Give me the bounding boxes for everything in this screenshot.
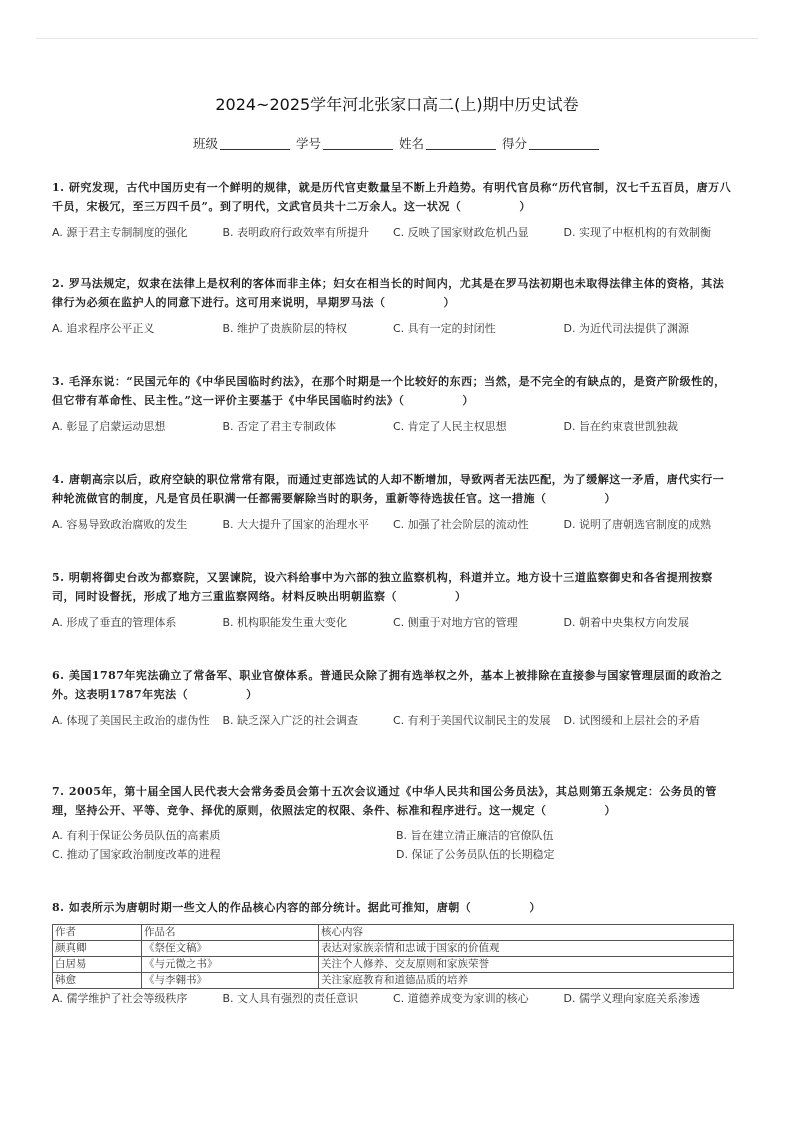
student-info-line bbox=[0, 134, 794, 152]
option-d[interactable]: D. 说明了唐朝选官制度的成熟 bbox=[563, 518, 711, 531]
options bbox=[52, 516, 734, 533]
option-b[interactable]: B. 文人具有强烈的责任意识 bbox=[222, 992, 359, 1005]
option-c[interactable]: C. 有利于美国代议制民主的发展 bbox=[393, 714, 551, 727]
option-d[interactable]: D. 旨在约束袁世凯独裁 bbox=[563, 420, 678, 433]
option-a[interactable]: A. 追求程序公平正义 bbox=[52, 322, 155, 335]
option-c[interactable]: C. 侧重于对地方官的管理 bbox=[393, 616, 518, 629]
option-c[interactable]: C. 推动了国家政治制度改革的进程 bbox=[52, 848, 221, 861]
header-rule bbox=[36, 38, 758, 39]
option-a[interactable]: A. 形成了垂直的管理体系 bbox=[52, 616, 177, 629]
info-label-class: 班级 bbox=[192, 136, 218, 151]
option-a[interactable]: A. 体现了美国民主政治的虚伪性 bbox=[52, 714, 210, 727]
option-b[interactable]: B. 表明政府行政效率有所提升 bbox=[222, 226, 370, 239]
table-row bbox=[53, 941, 734, 957]
option-d[interactable]: D. 朝着中央集权方向发展 bbox=[563, 616, 689, 629]
question-stem: 7. 2005年，第十届全国人民代表大会常务委员会第十五次会议通过《中华人民共和国公务员法》，其总则第五条规定：公务员的管理，坚持公开、平等、竞争、择优的原则，依照法定的权限、条件、标准和程序进行。这一规定（ ） bbox=[52, 785, 717, 817]
option-b[interactable]: B. 缺乏深入广泛的社会调查 bbox=[222, 714, 359, 727]
question-7 bbox=[52, 782, 734, 864]
table-cell: 《祭侄文稿》 bbox=[142, 941, 319, 957]
option-a[interactable]: A. 彰显了启蒙运动思想 bbox=[52, 420, 166, 433]
option-b[interactable]: B. 旨在建立清正廉洁的官僚队伍 bbox=[396, 829, 554, 842]
question-1 bbox=[52, 178, 734, 241]
option-b[interactable]: B. 维护了贵族阶层的特权 bbox=[222, 322, 348, 335]
question-8 bbox=[52, 898, 734, 1007]
table-header-row bbox=[53, 925, 734, 941]
question-stem: 4. 唐朝高宗以后，政府空缺的职位常常有限，而通过吏部选试的人却不断增加，导致两者无法匹配，为了缓解这一矛盾，唐代实行一种轮流做官的制度，凡是官员任职满一任都需要解除当时的职务，重新等待选拔任官。这一措施（ ） bbox=[52, 473, 725, 505]
option-d[interactable]: D. 试图缓和上层社会的矛盾 bbox=[563, 714, 700, 727]
table-cell: 《与李翱书》 bbox=[142, 973, 319, 989]
options bbox=[52, 224, 734, 241]
option-d[interactable]: D. 为近代司法提供了渊源 bbox=[563, 322, 689, 335]
option-c[interactable]: C. 加强了社会阶层的流动性 bbox=[393, 518, 529, 531]
question-2 bbox=[52, 274, 734, 337]
option-c[interactable]: C. 具有一定的封闭性 bbox=[393, 322, 496, 335]
option-d[interactable]: D. 实现了中枢机构的有效制衡 bbox=[563, 226, 711, 239]
table-cell: 《与元微之书》 bbox=[142, 957, 319, 973]
question-stem: 6. 美国1787年宪法确立了常备军、职业官僚体系。普通民众除了拥有选举权之外，基本上被排除在直接参与国家管理层面的政治之外。这表明1787年宪法（ ） bbox=[52, 669, 723, 701]
question-4 bbox=[52, 470, 734, 533]
table-header-cell: 作品名 bbox=[142, 925, 319, 941]
option-a[interactable]: A. 有利于保证公务员队伍的高素质 bbox=[52, 829, 221, 842]
options bbox=[52, 712, 734, 729]
question-stem: 1. 研究发现，古代中国历史有一个鲜明的规律，就是历代官吏数量呈不断上升趋势。有明代官员称“历代官制，汉七千五百员，唐万八千员，宋极冗，至三万四千员”。到了明代，文武官员共十二万余人。这一状况（ ） bbox=[52, 181, 732, 213]
option-a[interactable]: A. 容易导致政治腐败的发生 bbox=[52, 518, 188, 531]
options bbox=[52, 614, 734, 631]
works-table bbox=[52, 924, 734, 989]
number-blank[interactable] bbox=[323, 137, 393, 150]
page-title: 2024~2025学年河北张家口高二(上)期中历史试卷 bbox=[215, 95, 579, 114]
option-c[interactable]: C. 肯定了人民主权思想 bbox=[393, 420, 507, 433]
question-stem: 8. 如表所示为唐朝时期一些文人的作品核心内容的部分统计。据此可推知，唐朝（ ） bbox=[52, 901, 541, 914]
table-header-cell: 核心内容 bbox=[319, 925, 734, 941]
question-5 bbox=[52, 568, 734, 631]
options bbox=[52, 826, 734, 864]
option-a[interactable]: A. 源于君主专制制度的强化 bbox=[52, 226, 188, 239]
table-row bbox=[53, 957, 734, 973]
options bbox=[52, 418, 734, 435]
class-blank[interactable] bbox=[220, 137, 290, 150]
option-a[interactable]: A. 儒学维护了社会等级秩序 bbox=[52, 992, 188, 1005]
table-cell: 关注家庭教育和道德品质的培养 bbox=[319, 973, 734, 989]
options bbox=[52, 990, 734, 1007]
question-stem: 5. 明朝将御史台改为都察院，又罢谏院，设六科给事中为六部的独立监察机构，科道并立。地方设十三道监察御史和各省提刑按察司，同时设督抚，形成了地方三重监察网络。材料反映出明朝监察（ ） bbox=[52, 571, 713, 603]
table-cell: 颜真卿 bbox=[53, 941, 142, 957]
option-d[interactable]: D. 儒学义理向家庭关系渗透 bbox=[563, 992, 700, 1005]
table-row bbox=[53, 973, 734, 989]
option-b[interactable]: B. 否定了君主专制政体 bbox=[222, 420, 337, 433]
table-cell: 韩愈 bbox=[53, 973, 142, 989]
options bbox=[52, 320, 734, 337]
question-3 bbox=[52, 372, 734, 435]
question-stem: 2. 罗马法规定，奴隶在法律上是权利的客体而非主体；妇女在相当长的时间内，尤其是在罗马法初期也未取得法律主体的资格，其法律行为必须在监护人的同意下进行。这可用来说明，早期罗马法（ ） bbox=[52, 277, 725, 309]
table-cell: 关注个人修养、交友原则和家族荣誉 bbox=[319, 957, 734, 973]
option-b[interactable]: B. 机构职能发生重大变化 bbox=[222, 616, 348, 629]
score-blank[interactable] bbox=[529, 137, 599, 150]
table-cell: 表达对家族亲情和忠诚于国家的价值观 bbox=[319, 941, 734, 957]
info-label-number: 学号 bbox=[295, 136, 321, 151]
question-6 bbox=[52, 666, 734, 729]
info-label-score: 得分 bbox=[501, 136, 527, 151]
table-cell: 白居易 bbox=[53, 957, 142, 973]
option-b[interactable]: B. 大大提升了国家的治理水平 bbox=[222, 518, 370, 531]
name-blank[interactable] bbox=[426, 137, 496, 150]
option-d[interactable]: D. 保证了公务员队伍的长期稳定 bbox=[396, 848, 555, 861]
table-header-cell: 作者 bbox=[53, 925, 142, 941]
option-c[interactable]: C. 反映了国家财政危机凸显 bbox=[393, 226, 529, 239]
option-c[interactable]: C. 道德养成变为家训的核心 bbox=[393, 992, 529, 1005]
info-label-name: 姓名 bbox=[398, 136, 424, 151]
question-stem: 3. 毛泽东说：“民国元年的《中华民国临时约法》，在那个时期是一个比较好的东西；当然，是不完全的有缺点的，是资产阶级性的，但它带有革命性、民主性。”这一评价主要基于《中华民国临时约法》（ ） bbox=[52, 375, 726, 407]
